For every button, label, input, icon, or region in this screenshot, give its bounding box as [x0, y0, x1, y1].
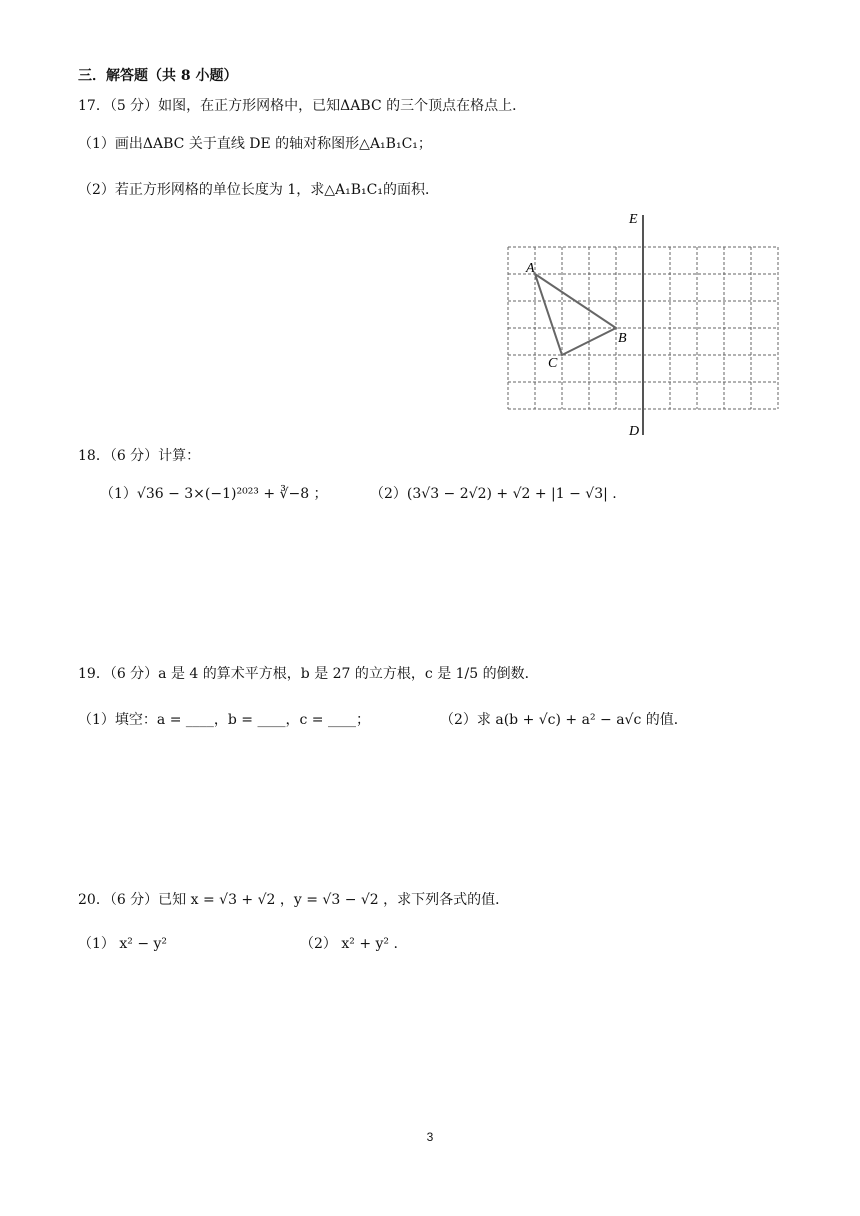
q18-part2: （2）(3√3 − 2√2) + √2 + |1 − √3| .: [370, 486, 617, 502]
page-number: 3: [426, 1130, 434, 1144]
q17-stem: 17．（5 分）如图，在正方形网格中，已知ΔABC 的三个顶点在格点上．: [78, 98, 527, 114]
label-a: A: [526, 261, 535, 276]
q17-part1: （1）画出ΔABC 关于直线 DE 的轴对称图形△A₁B₁C₁；: [78, 136, 432, 152]
label-d: D: [629, 424, 640, 439]
q19-part1: （1）填空：a = ____，b = ____，c = ____；: [78, 712, 370, 728]
q19-stem: 19．（6 分）a 是 4 的算术平方根，b 是 27 的立方根，c 是 1/5 的倒数．: [78, 666, 539, 682]
q20-stem: 20．（6 分）已知 x = √3 + √2 ，y = √3 − √2 ，求下列各式的值．: [78, 892, 510, 908]
q18-stem: 18．（6 分）计算：: [78, 448, 201, 464]
grid-figure: [500, 205, 790, 440]
q20-part2: （2） x² + y² .: [300, 936, 398, 952]
q17-part2: （2）若正方形网格的单位长度为 1，求△A₁B₁C₁的面积．: [78, 182, 439, 198]
label-e: E: [629, 212, 638, 227]
section-title: 三．解答题（共 8 小题）: [78, 68, 238, 84]
triangle-abc: [535, 274, 616, 355]
q18-part1: （1）√36 − 3×(−1)²⁰²³ + ∛−8 ；: [100, 486, 328, 502]
label-b: B: [618, 331, 627, 346]
label-c: C: [548, 356, 558, 371]
q19-part2: （2）求 a(b + √c) + a² − a√c 的值．: [440, 712, 688, 728]
q20-part1: （1） x² − y²: [78, 936, 168, 952]
